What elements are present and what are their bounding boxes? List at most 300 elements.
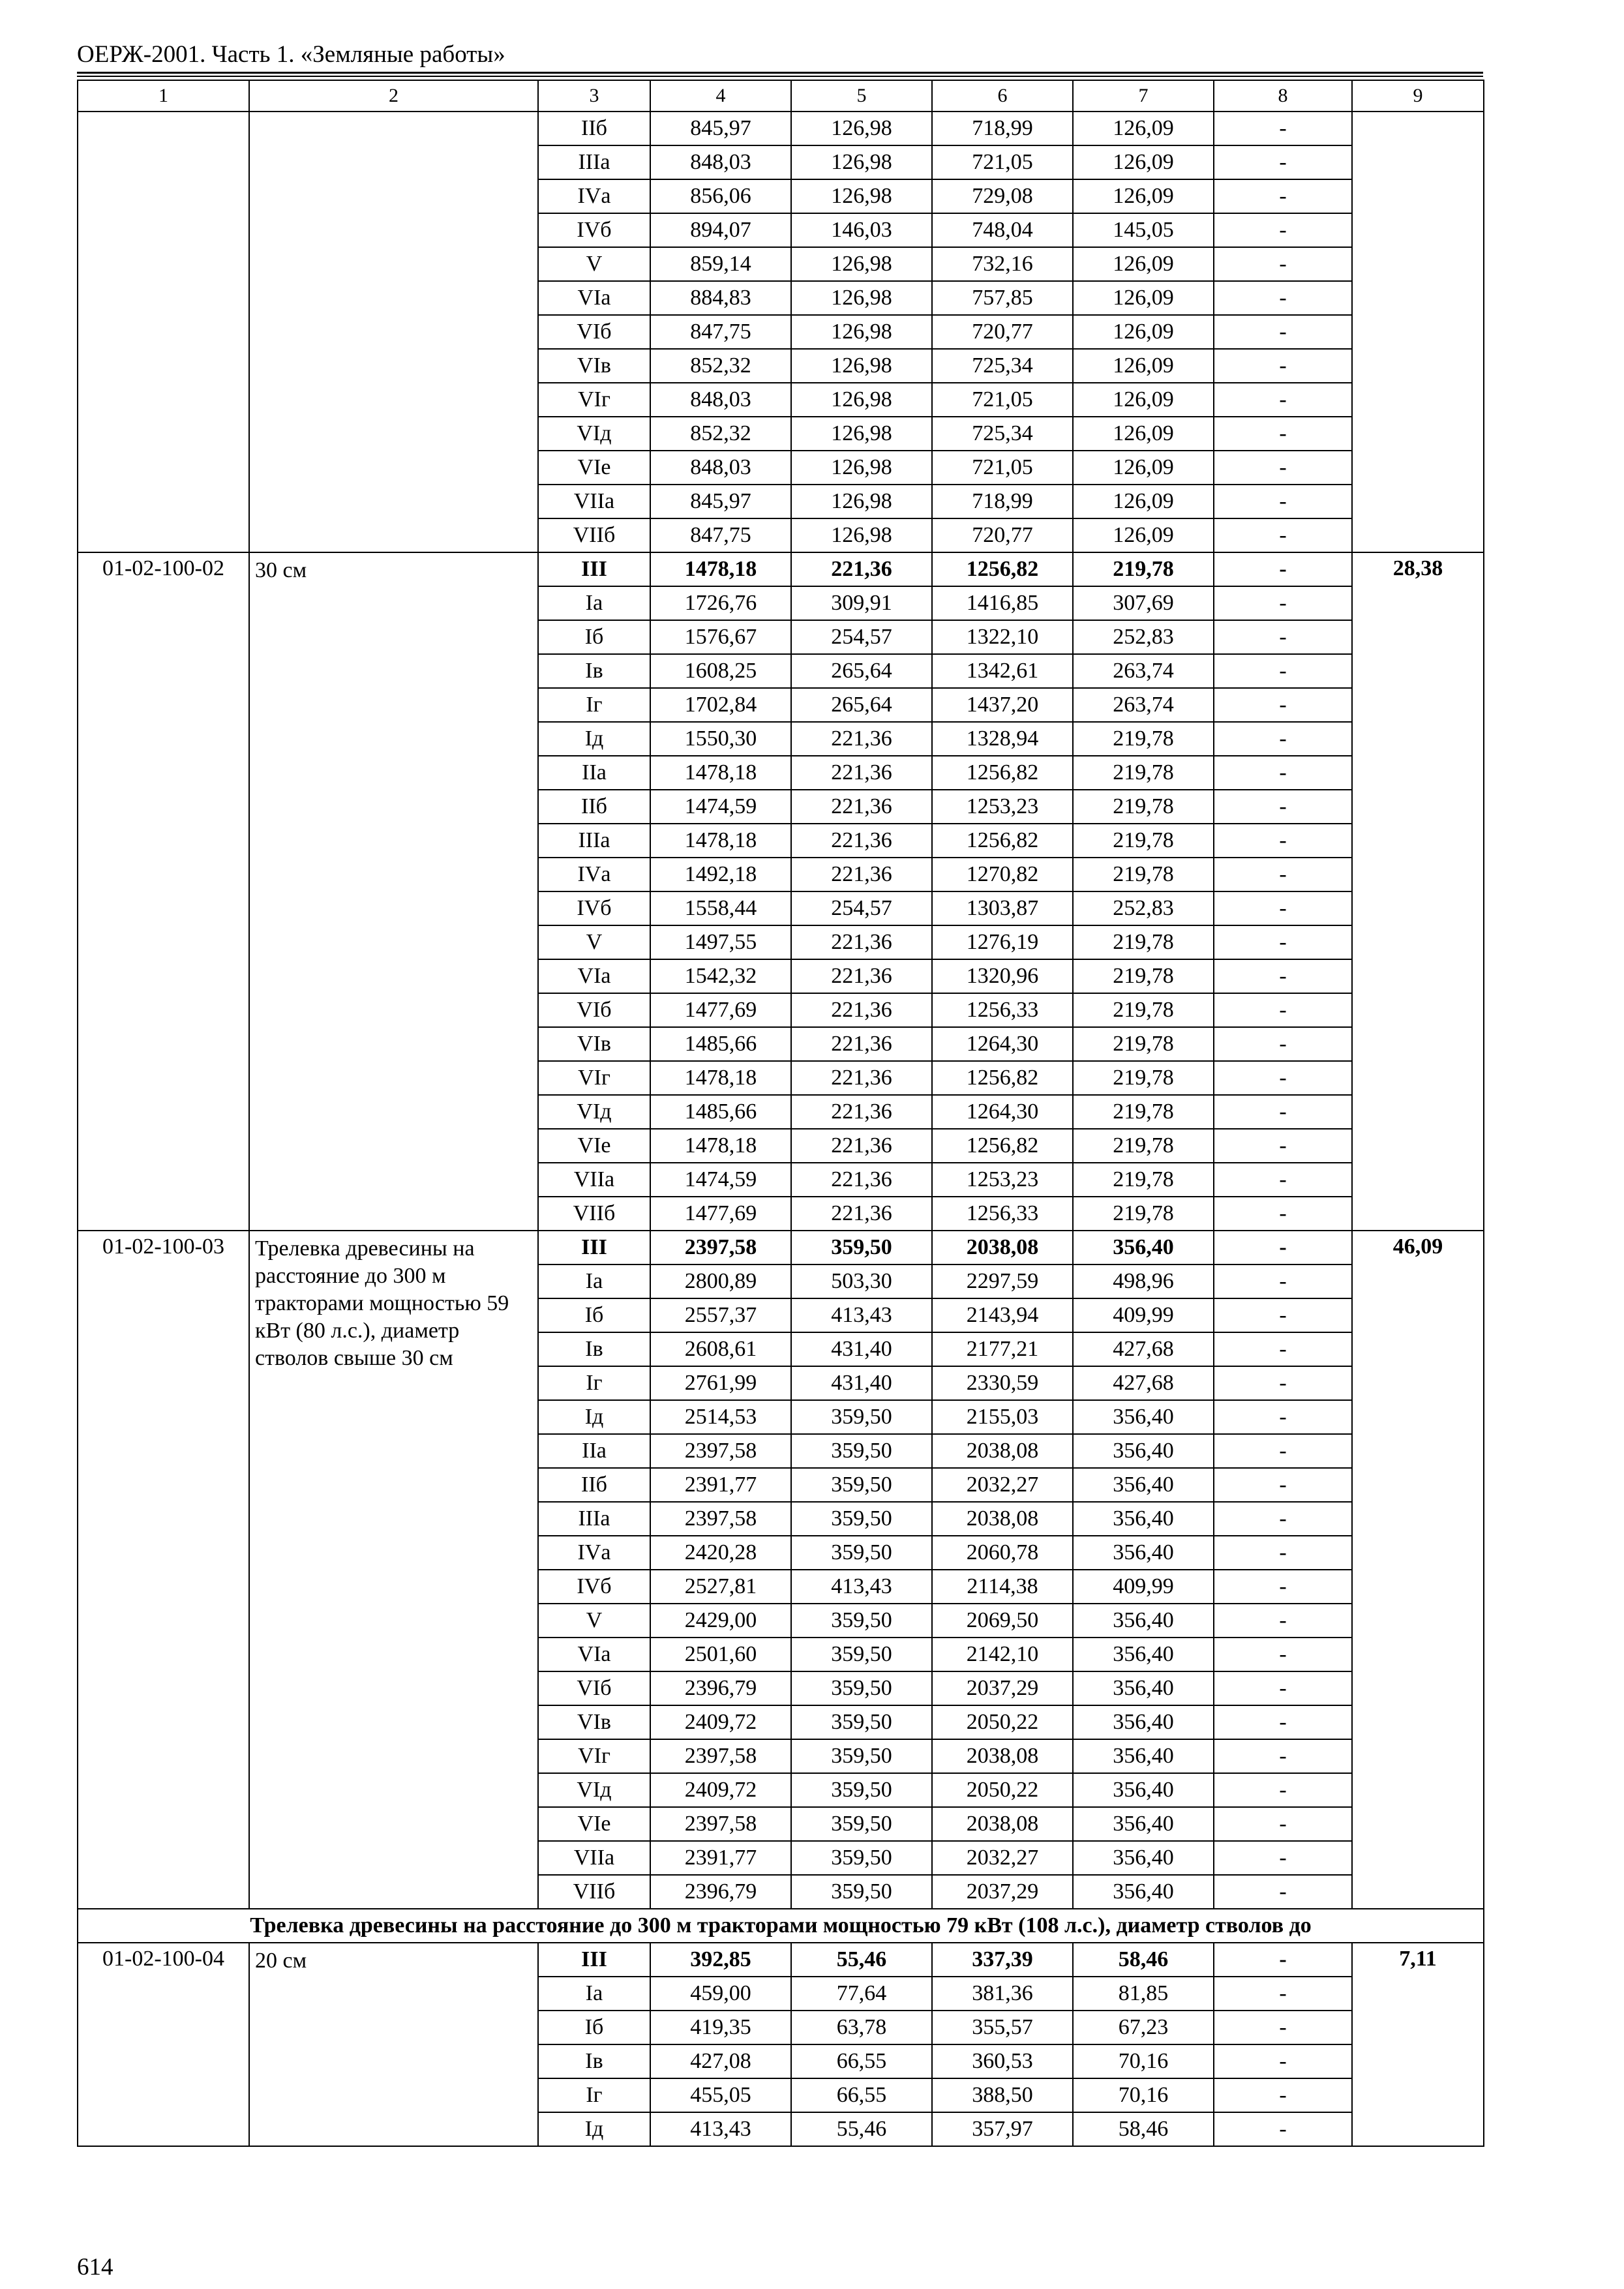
- value-cell: 503,30: [791, 1264, 932, 1298]
- value-cell: 356,40: [1073, 1434, 1214, 1468]
- value-cell: 2114,38: [932, 1570, 1073, 1604]
- value-cell: 856,06: [650, 179, 791, 213]
- value-cell: 219,78: [1073, 756, 1214, 790]
- labor-total: 28,38: [1352, 552, 1484, 1231]
- value-cell: -: [1214, 1298, 1352, 1332]
- column-number: 7: [1073, 80, 1214, 112]
- value-cell: 2396,79: [650, 1875, 791, 1909]
- soil-group-cell: VIа: [538, 281, 650, 315]
- value-cell: -: [1214, 1502, 1352, 1536]
- value-cell: 2297,59: [932, 1264, 1073, 1298]
- value-cell: 848,03: [650, 145, 791, 179]
- value-cell: 1320,96: [932, 959, 1073, 993]
- value-cell: 1608,25: [650, 654, 791, 688]
- value-cell: 413,43: [650, 2112, 791, 2146]
- value-cell: 1485,66: [650, 1027, 791, 1061]
- value-cell: 1437,20: [932, 688, 1073, 722]
- value-cell: 2409,72: [650, 1773, 791, 1807]
- value-cell: 359,50: [791, 1231, 932, 1264]
- value-cell: 219,78: [1073, 790, 1214, 824]
- value-cell: 55,46: [791, 2112, 932, 2146]
- value-cell: 70,16: [1073, 2078, 1214, 2112]
- value-cell: -: [1214, 213, 1352, 247]
- value-cell: -: [1214, 112, 1352, 145]
- soil-group-cell: Iб: [538, 620, 650, 654]
- value-cell: 1256,82: [932, 1129, 1073, 1163]
- value-cell: -: [1214, 1739, 1352, 1773]
- value-cell: 357,97: [932, 2112, 1073, 2146]
- value-cell: 221,36: [791, 1061, 932, 1095]
- value-cell: -: [1214, 349, 1352, 383]
- value-cell: 265,64: [791, 654, 932, 688]
- value-cell: -: [1214, 722, 1352, 756]
- soil-group-cell: IVб: [538, 891, 650, 925]
- value-cell: 1256,33: [932, 1197, 1073, 1231]
- value-cell: 748,04: [932, 213, 1073, 247]
- value-cell: 356,40: [1073, 1671, 1214, 1705]
- value-cell: 2038,08: [932, 1807, 1073, 1841]
- value-cell: 2050,22: [932, 1705, 1073, 1739]
- value-cell: 126,09: [1073, 179, 1214, 213]
- table-row: [78, 112, 1484, 145]
- column-number: 4: [650, 80, 791, 112]
- value-cell: 847,75: [650, 518, 791, 552]
- soil-group-cell: Iа: [538, 1264, 650, 1298]
- value-cell: 2409,72: [650, 1705, 791, 1739]
- value-cell: 252,83: [1073, 891, 1214, 925]
- value-cell: 859,14: [650, 247, 791, 281]
- rate-description: 20 см: [249, 1943, 538, 2146]
- value-cell: -: [1214, 485, 1352, 518]
- value-cell: -: [1214, 1366, 1352, 1400]
- value-cell: -: [1214, 1604, 1352, 1638]
- value-cell: 219,78: [1073, 1197, 1214, 1231]
- soil-group-cell: V: [538, 1604, 650, 1638]
- page-number: 614: [77, 2254, 113, 2281]
- value-cell: 359,50: [791, 1773, 932, 1807]
- value-cell: 1256,82: [932, 552, 1073, 586]
- value-cell: 1322,10: [932, 620, 1073, 654]
- soil-group-cell: IIб: [538, 1468, 650, 1502]
- value-cell: 263,74: [1073, 654, 1214, 688]
- rate-description: Трелевка древесины на расстояние до 300 м тракторами мощностью 59 кВт (80 л.с.), диаметр стволов свыше 30 см: [249, 1231, 538, 1909]
- soil-group-cell: Iб: [538, 2011, 650, 2044]
- value-cell: 126,09: [1073, 349, 1214, 383]
- value-cell: -: [1214, 1638, 1352, 1671]
- value-cell: 1477,69: [650, 993, 791, 1027]
- soil-group-cell: Iг: [538, 1366, 650, 1400]
- value-cell: 221,36: [791, 993, 932, 1027]
- value-cell: 2038,08: [932, 1231, 1073, 1264]
- value-cell: 126,09: [1073, 112, 1214, 145]
- value-cell: 427,08: [650, 2044, 791, 2078]
- rate-description: 30 см: [249, 552, 538, 1231]
- value-cell: 2032,27: [932, 1841, 1073, 1875]
- value-cell: 356,40: [1073, 1604, 1214, 1638]
- soil-group-cell: Iв: [538, 2044, 650, 2078]
- value-cell: -: [1214, 1671, 1352, 1705]
- value-cell: 852,32: [650, 417, 791, 451]
- value-cell: -: [1214, 1197, 1352, 1231]
- soil-group-cell: IVб: [538, 1570, 650, 1604]
- value-cell: 126,09: [1073, 485, 1214, 518]
- value-cell: 725,34: [932, 417, 1073, 451]
- value-cell: 70,16: [1073, 2044, 1214, 2078]
- value-cell: 1576,67: [650, 620, 791, 654]
- value-cell: -: [1214, 2078, 1352, 2112]
- value-cell: 1474,59: [650, 1163, 791, 1197]
- value-cell: 356,40: [1073, 1841, 1214, 1875]
- value-cell: 1256,82: [932, 824, 1073, 858]
- value-cell: 219,78: [1073, 993, 1214, 1027]
- soil-group-cell: Iв: [538, 654, 650, 688]
- value-cell: 126,98: [791, 485, 932, 518]
- value-cell: 359,50: [791, 1705, 932, 1739]
- value-cell: 359,50: [791, 1875, 932, 1909]
- soil-group-cell: V: [538, 925, 650, 959]
- value-cell: -: [1214, 688, 1352, 722]
- value-cell: 337,39: [932, 1943, 1073, 1977]
- value-cell: 2527,81: [650, 1570, 791, 1604]
- value-cell: -: [1214, 1061, 1352, 1095]
- value-cell: 845,97: [650, 485, 791, 518]
- value-cell: 1542,32: [650, 959, 791, 993]
- soil-group-cell: VIIа: [538, 485, 650, 518]
- value-cell: 126,98: [791, 315, 932, 349]
- value-cell: 66,55: [791, 2078, 932, 2112]
- value-cell: 359,50: [791, 1739, 932, 1773]
- value-cell: 2177,21: [932, 1332, 1073, 1366]
- value-cell: 413,43: [791, 1570, 932, 1604]
- value-cell: 2038,08: [932, 1739, 1073, 1773]
- soil-group-cell: VIб: [538, 1671, 650, 1705]
- column-number-row: [78, 80, 1484, 112]
- value-cell: 126,98: [791, 417, 932, 451]
- value-cell: 498,96: [1073, 1264, 1214, 1298]
- labor-total: 7,11: [1352, 1943, 1484, 2146]
- soil-group-cell: VIе: [538, 451, 650, 485]
- value-cell: 1253,23: [932, 790, 1073, 824]
- value-cell: 126,98: [791, 451, 932, 485]
- value-cell: 2391,77: [650, 1468, 791, 1502]
- soil-group-cell: IVа: [538, 1536, 650, 1570]
- value-cell: -: [1214, 1977, 1352, 2011]
- value-cell: -: [1214, 1570, 1352, 1604]
- value-cell: 355,57: [932, 2011, 1073, 2044]
- value-cell: 219,78: [1073, 552, 1214, 586]
- value-cell: 126,98: [791, 281, 932, 315]
- value-cell: 359,50: [791, 1434, 932, 1468]
- column-number: 8: [1214, 80, 1352, 112]
- value-cell: 718,99: [932, 485, 1073, 518]
- soil-group-cell: Iд: [538, 1400, 650, 1434]
- value-cell: 219,78: [1073, 1027, 1214, 1061]
- value-cell: 1276,19: [932, 925, 1073, 959]
- value-cell: 221,36: [791, 925, 932, 959]
- value-cell: -: [1214, 1400, 1352, 1434]
- column-number: 5: [791, 80, 932, 112]
- value-cell: 356,40: [1073, 1807, 1214, 1841]
- value-cell: 2420,28: [650, 1536, 791, 1570]
- soil-group-cell: VIг: [538, 1739, 650, 1773]
- value-cell: 356,40: [1073, 1705, 1214, 1739]
- value-cell: 126,09: [1073, 518, 1214, 552]
- value-cell: 392,85: [650, 1943, 791, 1977]
- value-cell: 848,03: [650, 451, 791, 485]
- value-cell: -: [1214, 993, 1352, 1027]
- value-cell: 409,99: [1073, 1298, 1214, 1332]
- value-cell: 359,50: [791, 1841, 932, 1875]
- value-cell: -: [1214, 654, 1352, 688]
- value-cell: 219,78: [1073, 925, 1214, 959]
- column-number: 3: [538, 80, 650, 112]
- value-cell: -: [1214, 1943, 1352, 1977]
- value-cell: -: [1214, 1231, 1352, 1264]
- soil-group-cell: III: [538, 1231, 650, 1264]
- soil-group-cell: IIIа: [538, 145, 650, 179]
- value-cell: 2397,58: [650, 1739, 791, 1773]
- soil-group-cell: VIе: [538, 1807, 650, 1841]
- soil-group-cell: V: [538, 247, 650, 281]
- value-cell: -: [1214, 925, 1352, 959]
- value-cell: 263,74: [1073, 688, 1214, 722]
- header-rule-thin: [77, 76, 1483, 77]
- soil-group-cell: Iа: [538, 586, 650, 620]
- value-cell: 1256,33: [932, 993, 1073, 1027]
- value-cell: 356,40: [1073, 1502, 1214, 1536]
- value-cell: 1726,76: [650, 586, 791, 620]
- soil-group-cell: VIб: [538, 315, 650, 349]
- value-cell: -: [1214, 552, 1352, 586]
- rates-table: [77, 80, 1484, 2147]
- value-cell: -: [1214, 1807, 1352, 1841]
- soil-group-cell: VIв: [538, 1705, 650, 1739]
- value-cell: 720,77: [932, 518, 1073, 552]
- value-cell: -: [1214, 383, 1352, 417]
- value-cell: 356,40: [1073, 1638, 1214, 1671]
- value-cell: -: [1214, 1163, 1352, 1197]
- column-number: 6: [932, 80, 1073, 112]
- value-cell: 307,69: [1073, 586, 1214, 620]
- value-cell: -: [1214, 1705, 1352, 1739]
- soil-group-cell: III: [538, 552, 650, 586]
- value-cell: -: [1214, 1468, 1352, 1502]
- rate-code: 01-02-100-02: [78, 552, 249, 1231]
- value-cell: 219,78: [1073, 1061, 1214, 1095]
- value-cell: 2143,94: [932, 1298, 1073, 1332]
- value-cell: 252,83: [1073, 620, 1214, 654]
- soil-group-cell: VIб: [538, 993, 650, 1027]
- value-cell: 221,36: [791, 722, 932, 756]
- value-cell: -: [1214, 1027, 1352, 1061]
- value-cell: -: [1214, 858, 1352, 891]
- soil-group-cell: IVа: [538, 858, 650, 891]
- value-cell: 729,08: [932, 179, 1073, 213]
- value-cell: 1264,30: [932, 1027, 1073, 1061]
- table-row: [78, 1231, 1484, 1264]
- value-cell: 413,43: [791, 1298, 932, 1332]
- value-cell: 356,40: [1073, 1231, 1214, 1264]
- value-cell: 221,36: [791, 824, 932, 858]
- value-cell: -: [1214, 756, 1352, 790]
- soil-group-cell: VIв: [538, 349, 650, 383]
- value-cell: -: [1214, 891, 1352, 925]
- value-cell: -: [1214, 1434, 1352, 1468]
- value-cell: 221,36: [791, 1197, 932, 1231]
- value-cell: 126,09: [1073, 451, 1214, 485]
- value-cell: 146,03: [791, 213, 932, 247]
- value-cell: 359,50: [791, 1807, 932, 1841]
- value-cell: 58,46: [1073, 1943, 1214, 1977]
- value-cell: 2514,53: [650, 1400, 791, 1434]
- value-cell: 1256,82: [932, 1061, 1073, 1095]
- value-cell: 356,40: [1073, 1400, 1214, 1434]
- soil-group-cell: VIIб: [538, 1197, 650, 1231]
- soil-group-cell: III: [538, 1943, 650, 1977]
- value-cell: -: [1214, 2112, 1352, 2146]
- value-cell: 721,05: [932, 145, 1073, 179]
- soil-group-cell: IIIа: [538, 824, 650, 858]
- value-cell: 431,40: [791, 1332, 932, 1366]
- soil-group-cell: VIе: [538, 1129, 650, 1163]
- value-cell: 126,09: [1073, 247, 1214, 281]
- value-cell: 126,98: [791, 112, 932, 145]
- value-cell: 1328,94: [932, 722, 1073, 756]
- value-cell: -: [1214, 790, 1352, 824]
- value-cell: 409,99: [1073, 1570, 1214, 1604]
- value-cell: 2050,22: [932, 1773, 1073, 1807]
- value-cell: 2397,58: [650, 1502, 791, 1536]
- value-cell: -: [1214, 1129, 1352, 1163]
- soil-group-cell: VIIа: [538, 1841, 650, 1875]
- value-cell: 2501,60: [650, 1638, 791, 1671]
- value-cell: -: [1214, 2044, 1352, 2078]
- header-rule: [77, 72, 1483, 74]
- value-cell: -: [1214, 315, 1352, 349]
- value-cell: 359,50: [791, 1638, 932, 1671]
- value-cell: 1416,85: [932, 586, 1073, 620]
- value-cell: 1478,18: [650, 756, 791, 790]
- rate-code: 01-02-100-04: [78, 1943, 249, 2146]
- value-cell: 427,68: [1073, 1332, 1214, 1366]
- value-cell: 126,98: [791, 145, 932, 179]
- value-cell: 126,09: [1073, 417, 1214, 451]
- value-cell: -: [1214, 1095, 1352, 1129]
- soil-group-cell: Iг: [538, 2078, 650, 2112]
- value-cell: 221,36: [791, 959, 932, 993]
- soil-group-cell: IVа: [538, 179, 650, 213]
- value-cell: 2800,89: [650, 1264, 791, 1298]
- value-cell: 455,05: [650, 2078, 791, 2112]
- value-cell: 1497,55: [650, 925, 791, 959]
- value-cell: 359,50: [791, 1400, 932, 1434]
- value-cell: 77,64: [791, 1977, 932, 2011]
- value-cell: 221,36: [791, 1095, 932, 1129]
- value-cell: 1342,61: [932, 654, 1073, 688]
- value-cell: 58,46: [1073, 2112, 1214, 2146]
- value-cell: 219,78: [1073, 824, 1214, 858]
- value-cell: 381,36: [932, 1977, 1073, 2011]
- value-cell: 2330,59: [932, 1366, 1073, 1400]
- value-cell: 265,64: [791, 688, 932, 722]
- value-cell: -: [1214, 1841, 1352, 1875]
- value-cell: 1303,87: [932, 891, 1073, 925]
- value-cell: 356,40: [1073, 1773, 1214, 1807]
- table-row: [78, 552, 1484, 586]
- soil-group-cell: VIIб: [538, 518, 650, 552]
- value-cell: 1478,18: [650, 1061, 791, 1095]
- value-cell: 2155,03: [932, 1400, 1073, 1434]
- value-cell: 431,40: [791, 1366, 932, 1400]
- value-cell: 1478,18: [650, 552, 791, 586]
- value-cell: 1558,44: [650, 891, 791, 925]
- soil-group-cell: VIа: [538, 959, 650, 993]
- section-title: Трелевка древесины на расстояние до 300 м тракторами мощностью 79 кВт (108 л.с.), диаметр стволов до: [78, 1909, 1484, 1943]
- value-cell: 219,78: [1073, 722, 1214, 756]
- value-cell: 2397,58: [650, 1434, 791, 1468]
- value-cell: 2038,08: [932, 1502, 1073, 1536]
- value-cell: 757,85: [932, 281, 1073, 315]
- rate-code: 01-02-100-03: [78, 1231, 249, 1909]
- value-cell: -: [1214, 179, 1352, 213]
- soil-group-cell: VIIа: [538, 1163, 650, 1197]
- soil-group-cell: Iд: [538, 2112, 650, 2146]
- value-cell: 126,09: [1073, 383, 1214, 417]
- value-cell: 2060,78: [932, 1536, 1073, 1570]
- soil-group-cell: VIв: [538, 1027, 650, 1061]
- value-cell: 725,34: [932, 349, 1073, 383]
- page-header: ОЕРЖ-2001. Часть 1. «Земляные работы»: [77, 41, 505, 68]
- value-cell: 427,68: [1073, 1366, 1214, 1400]
- value-cell: 732,16: [932, 247, 1073, 281]
- soil-group-cell: VIг: [538, 1061, 650, 1095]
- value-cell: 221,36: [791, 1163, 932, 1197]
- value-cell: -: [1214, 145, 1352, 179]
- value-cell: 884,83: [650, 281, 791, 315]
- value-cell: 459,00: [650, 1977, 791, 2011]
- value-cell: 356,40: [1073, 1875, 1214, 1909]
- value-cell: 221,36: [791, 858, 932, 891]
- value-cell: 2038,08: [932, 1434, 1073, 1468]
- soil-group-cell: VIд: [538, 1773, 650, 1807]
- value-cell: 66,55: [791, 2044, 932, 2078]
- value-cell: 1264,30: [932, 1095, 1073, 1129]
- value-cell: 356,40: [1073, 1536, 1214, 1570]
- value-cell: 55,46: [791, 1943, 932, 1977]
- value-cell: 63,78: [791, 2011, 932, 2044]
- value-cell: 219,78: [1073, 1163, 1214, 1197]
- value-cell: -: [1214, 959, 1352, 993]
- value-cell: 2429,00: [650, 1604, 791, 1638]
- value-cell: 356,40: [1073, 1739, 1214, 1773]
- value-cell: 848,03: [650, 383, 791, 417]
- value-cell: 720,77: [932, 315, 1073, 349]
- total-cell: [1352, 112, 1484, 552]
- soil-group-cell: VIа: [538, 1638, 650, 1671]
- value-cell: 359,50: [791, 1671, 932, 1705]
- value-cell: 356,40: [1073, 1468, 1214, 1502]
- value-cell: 67,23: [1073, 2011, 1214, 2044]
- value-cell: 219,78: [1073, 959, 1214, 993]
- value-cell: -: [1214, 1875, 1352, 1909]
- value-cell: 2037,29: [932, 1671, 1073, 1705]
- soil-group-cell: VIд: [538, 1095, 650, 1129]
- value-cell: 2397,58: [650, 1231, 791, 1264]
- column-number: 9: [1352, 80, 1484, 112]
- soil-group-cell: IIб: [538, 790, 650, 824]
- soil-group-cell: VIг: [538, 383, 650, 417]
- soil-group-cell: Iб: [538, 1298, 650, 1332]
